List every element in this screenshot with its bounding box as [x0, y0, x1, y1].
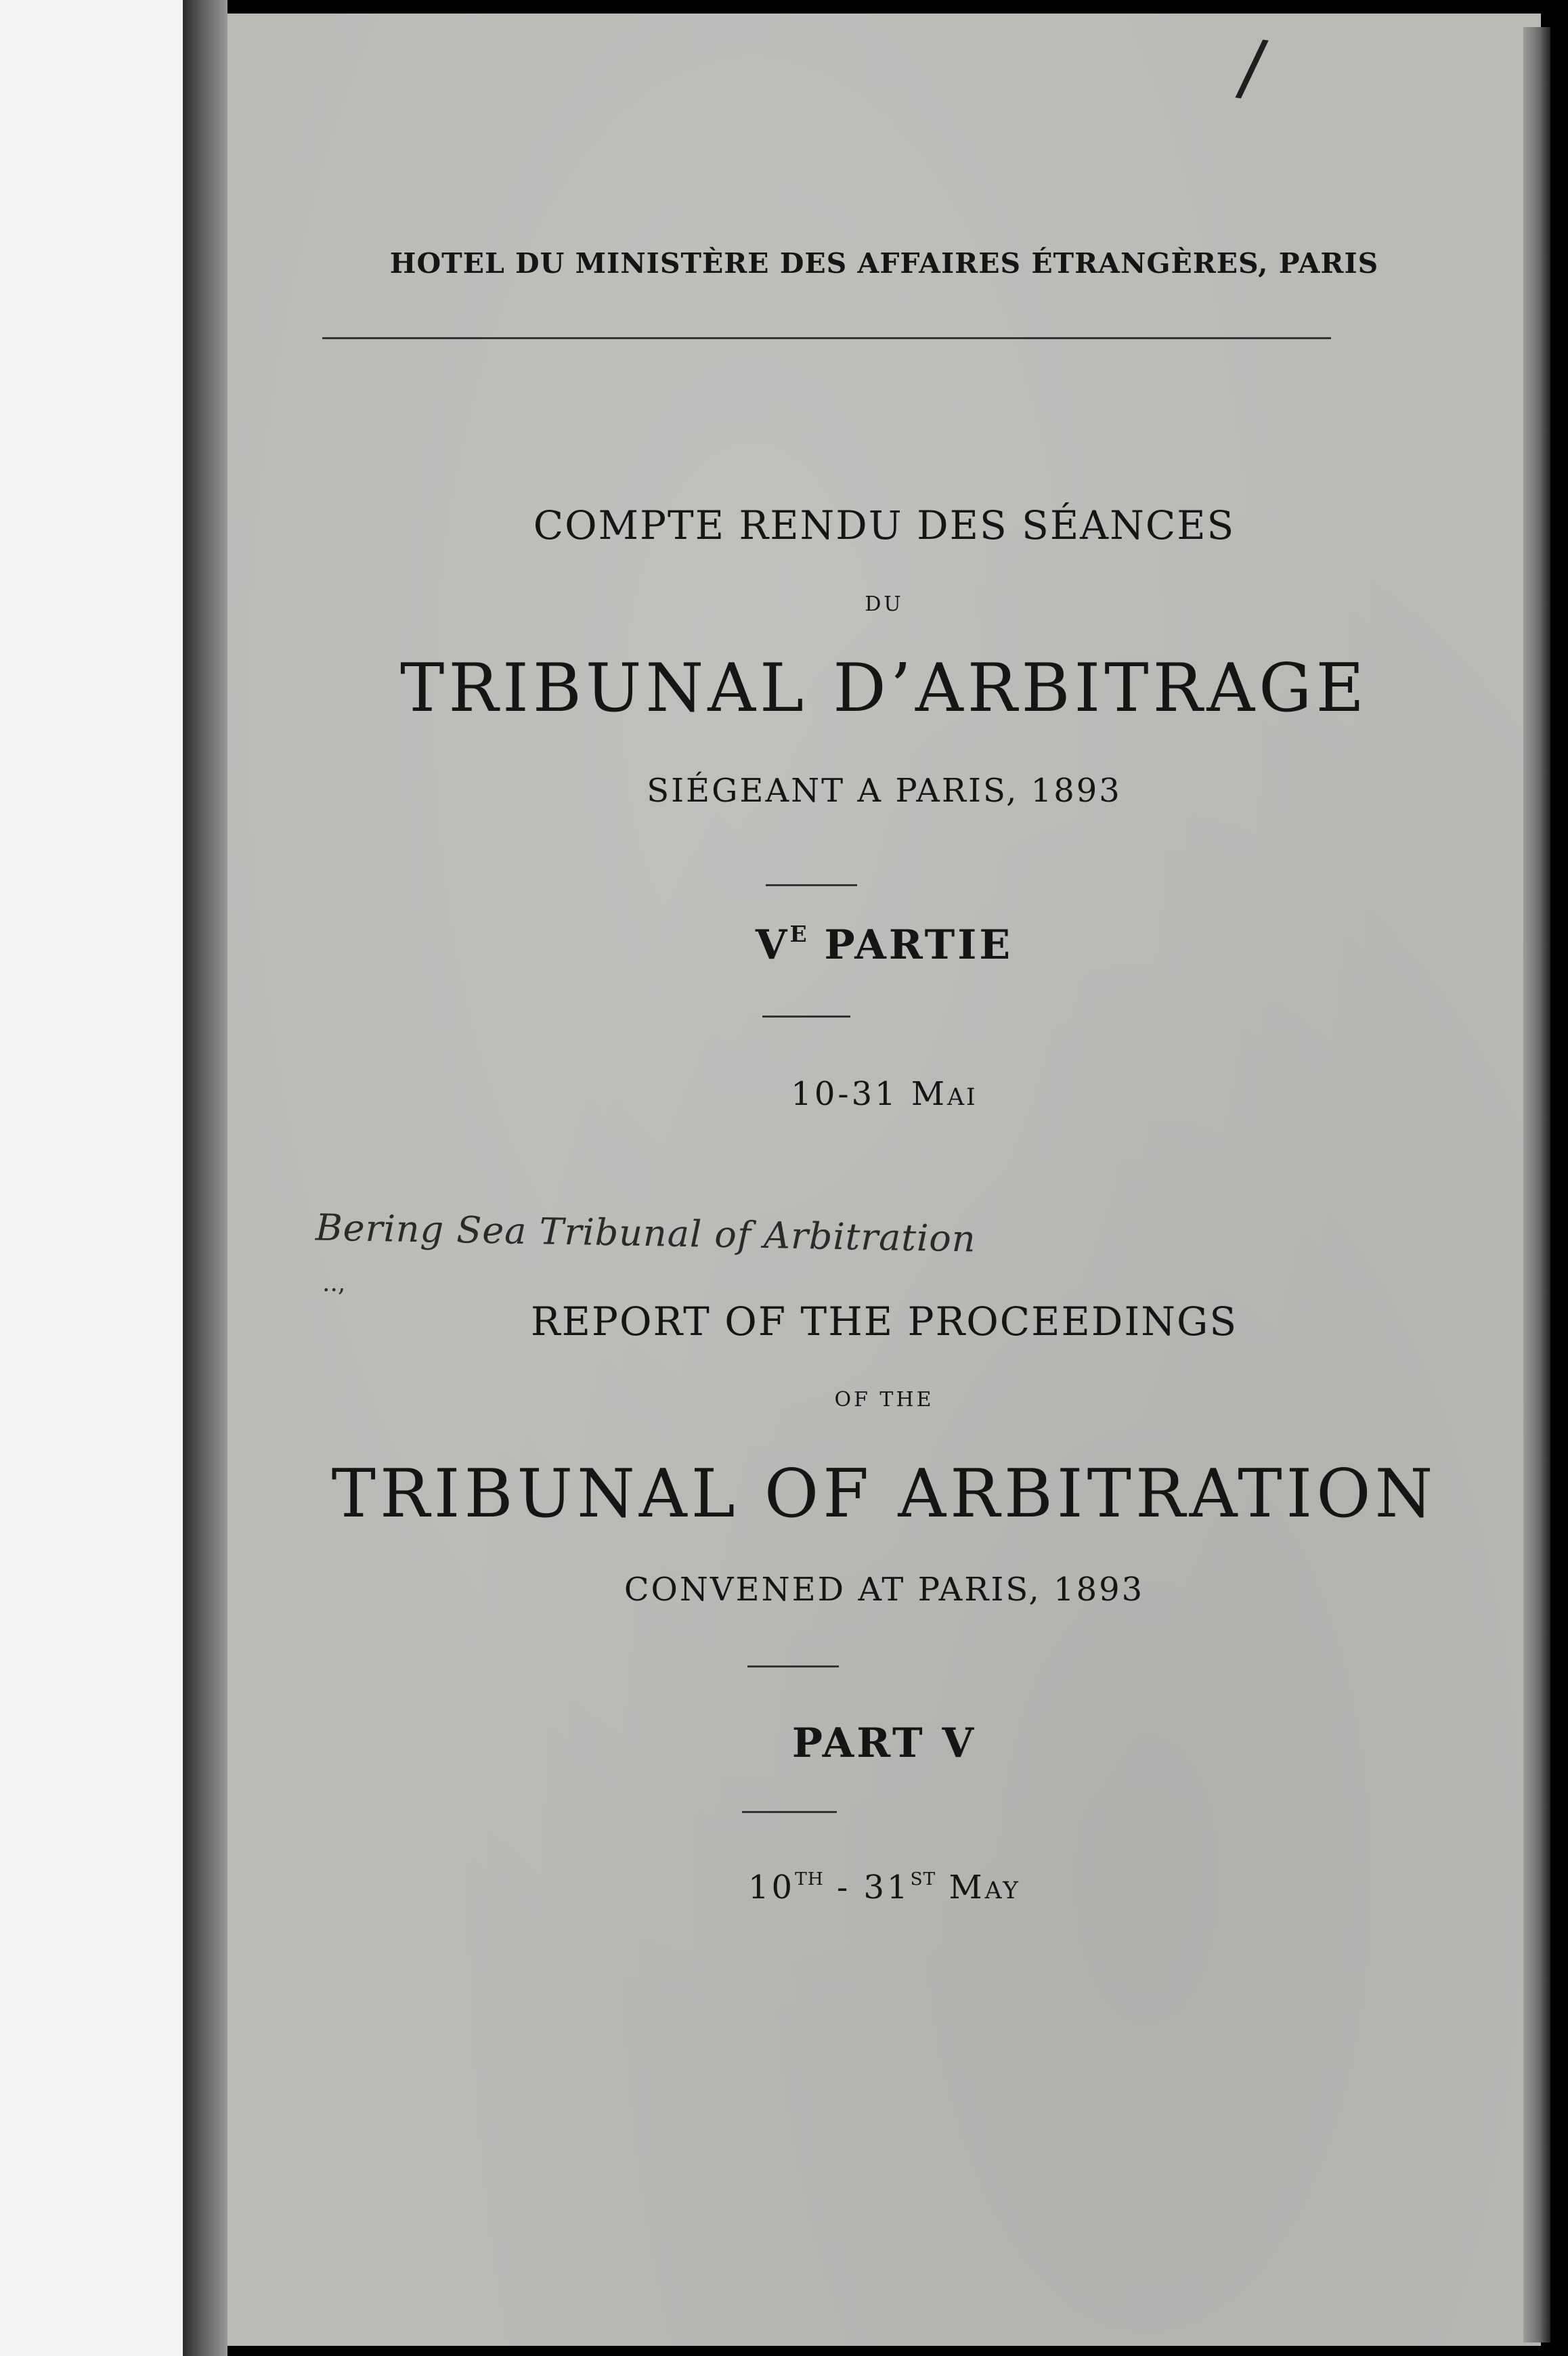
- handwritten-marks: ..,: [322, 1269, 346, 1297]
- venue-header: HOTEL DU MINISTÈRE DES AFFAIRES ÉTRANGÈRES, PARIS: [389, 247, 1379, 280]
- title-page: [227, 14, 1541, 2346]
- handwritten-annotation: Bering Sea Tribunal of Arbitration: [315, 1206, 977, 1261]
- french-part-superscript: E: [789, 921, 808, 947]
- english-dates: [227, 1869, 1541, 1906]
- english-date-end: 31: [863, 1869, 911, 1906]
- french-part-numeral: V: [755, 921, 790, 969]
- english-month-first: M: [936, 1869, 985, 1906]
- book-spine-shadow: [183, 0, 227, 2356]
- english-title: TRIBUNAL OF ARBITRATION: [331, 1456, 1437, 1533]
- left-page-blank: [0, 0, 183, 2356]
- french-part: [227, 921, 1541, 969]
- english-rule-bottom: [742, 1811, 837, 1813]
- english-month-rest: AY: [984, 1877, 1020, 1904]
- english-connector: OF THE: [834, 1388, 934, 1412]
- english-part: PART V: [791, 1720, 977, 1767]
- english-rule-top: [747, 1665, 839, 1667]
- corner-pencil-mark: /: [1234, 22, 1271, 112]
- french-dates-main: 10-31 M: [791, 1075, 948, 1113]
- french-rule-bottom: [762, 1016, 850, 1018]
- french-subtitle: SIÉGEANT A PARIS, 1893: [647, 772, 1122, 810]
- english-date-start-suffix: TH: [795, 1869, 824, 1890]
- french-dates-small: AI: [947, 1084, 978, 1111]
- english-date-sep: -: [823, 1869, 864, 1906]
- header-rule: [322, 337, 1331, 339]
- page-right-edge-shadow: [1523, 27, 1550, 2342]
- french-dates: [227, 1075, 1541, 1113]
- english-date-end-suffix: ST: [910, 1869, 936, 1890]
- french-rule-top: [766, 884, 857, 886]
- english-subtitle: CONVENED AT PARIS, 1893: [624, 1571, 1145, 1609]
- french-connector: DU: [865, 592, 904, 616]
- french-part-word: PARTIE: [824, 921, 1014, 969]
- french-title: TRIBUNAL D’ARBITRAGE: [400, 650, 1368, 727]
- french-heading-line: COMPTE RENDU DES SÉANCES: [533, 502, 1236, 548]
- english-heading-line: REPORT OF THE PROCEEDINGS: [530, 1299, 1238, 1345]
- english-date-start: 10: [748, 1869, 796, 1906]
